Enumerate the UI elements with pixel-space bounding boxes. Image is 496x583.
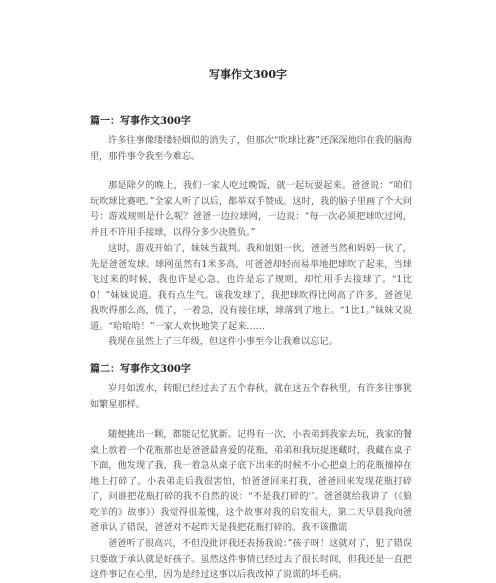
paragraph: 我现在虽然上了三年级，但这件小事至今让我难以忘记。	[108, 336, 338, 347]
paragraph: 岁月如流水，转眼已经过去了五个春秋，就在这五个春秋里，有许多往事犹如繁星那样。	[90, 383, 412, 410]
section-heading-2: 篇二：写事作文300字	[90, 364, 191, 375]
paragraph: 这时，游戏开始了，妹妹当裁判。我和姐姐一伙，爸爸当然和妈妈一伙了，先是爸爸发球。球网虽然有1米多高，可爸爸却轻而易举地把球吹了起来，当球飞过来的时候，我也许是心急，也许是忘了规则，却忙用手去接球了。“1比0！”妹妹说道。我有点生气。该我发球了，我把球吹得比网高了许多，爸爸见我吹得那么高，慌了，一着急，没有接住球，球落到了地上。“1比1。”妹妹又说道。“哈哈哈！”一家人欢快地笑了起来……	[90, 243, 412, 332]
paragraph: 随便挑出一颗，都能记忆犹新。记得有一次，小表弟到我家去玩，我家的餐桌上放着一个花瓶那也是爸爸最喜爱的花瓶，弟弟和我玩捉迷藏时，我藏在桌子下面，他发现了我，我一着急从桌子底下出来的时候不小心把桌上的花瓶撞掉在地上打碎了。小表弟走后我很害怕，怕爸爸回来打我，爸爸回来发现花瓶打碎了，问谁把花瓶打碎的我不自然的说：“不是我打碎的‘’。爸爸就给我讲了（《狼吃羊的》故事》）我觉得很羞愧，这个故事对我的启发很大，第二天早晨我向爸爸承认了错误，爸爸对不起昨天是我把花瓶打碎的。我不该撒谎	[90, 429, 412, 533]
paragraph: 那是除夕的晚上，我们一家人吃过晚饭，就一起玩耍起来。爸爸说：“咱们玩吹球比赛吧。”全家人听了以后，都举双手赞成。这时，我的脑子里画了个大问号：游戏规则是什么呢？爸爸一边拉球网，一边说：“每一次必须把球吹过网，并且不许用手接球，以得分多少决胜负。”	[90, 180, 412, 238]
paragraph: 许多往事像缕缕轻烟似的消失了，但那次“吹球比赛”还深深地印在我的脑海里，那件事令我至今难忘。	[90, 135, 412, 162]
section-heading-1: 篇一：写事作文300字	[90, 116, 191, 127]
paragraph: 爸爸听了很高兴，不但没批评我还表扬我说：”孩子呀！这就对了，犯了错误只要敢于承认就是好孩子。虽然这件事情已经过去了很长时间，但我还是一直把这件事记在心里，因为是经过这事以后我改掉了说谎的坏毛病。	[90, 538, 412, 580]
document-title: 写事作文300字	[209, 68, 287, 81]
